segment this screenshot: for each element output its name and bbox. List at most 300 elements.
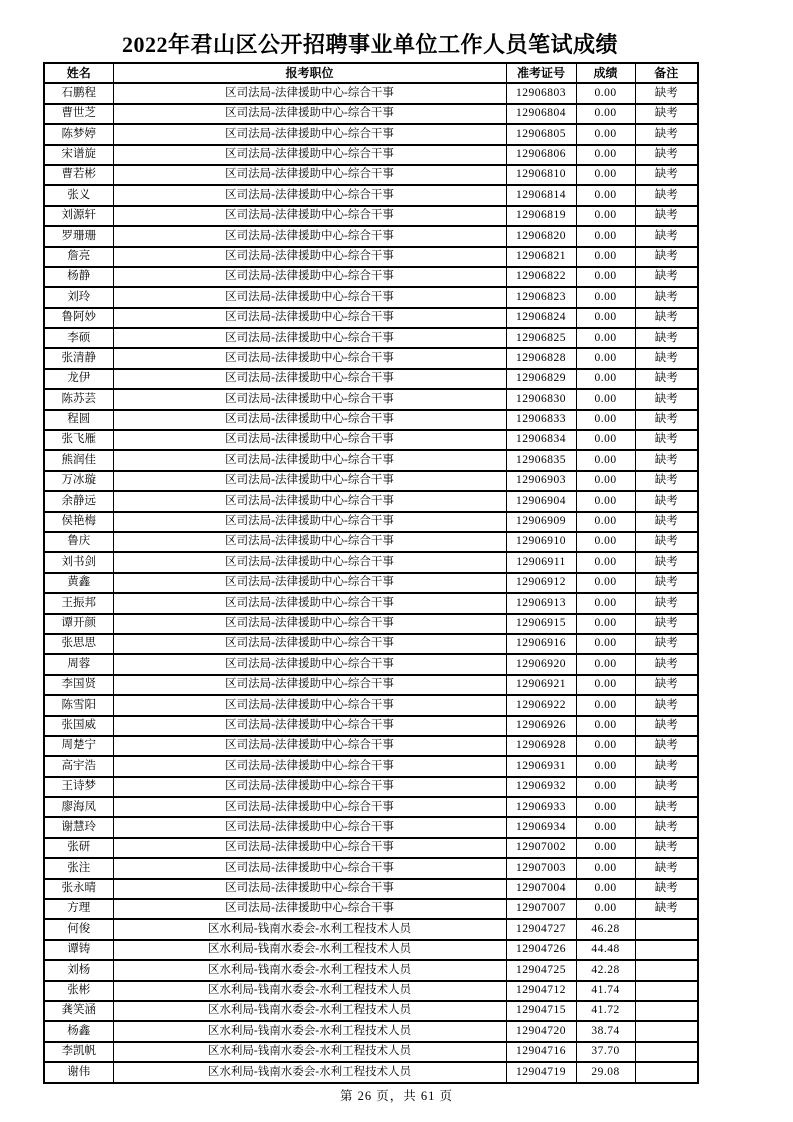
position-cell: 区司法局-法律援助中心-综合干事	[113, 124, 506, 144]
ticket-cell: 12906910	[506, 532, 576, 552]
remark-cell: 缺考	[635, 552, 698, 572]
name-cell: 李硕	[44, 328, 113, 348]
name-cell: 谭开颜	[44, 614, 113, 634]
table-row	[44, 654, 698, 674]
name-cell: 谢慧玲	[44, 817, 113, 837]
score-cell: 0.00	[576, 104, 635, 124]
position-cell: 区司法局-法律援助中心-综合干事	[113, 430, 506, 450]
remark-cell	[635, 1042, 698, 1062]
score-cell: 0.00	[576, 552, 635, 572]
position-cell: 区司法局-法律援助中心-综合干事	[113, 675, 506, 695]
position-cell: 区司法局-法律援助中心-综合干事	[113, 879, 506, 899]
ticket-cell: 12906912	[506, 573, 576, 593]
ticket-cell: 12906835	[506, 450, 576, 470]
remark-cell: 缺考	[635, 817, 698, 837]
remark-cell: 缺考	[635, 491, 698, 511]
name-cell: 谢伟	[44, 1062, 113, 1082]
remark-cell: 缺考	[635, 348, 698, 368]
position-cell: 区司法局-法律援助中心-综合干事	[113, 858, 506, 878]
table-row	[44, 287, 698, 307]
position-cell: 区水利局-钱南水委会-水利工程技术人员	[113, 960, 506, 980]
position-cell: 区司法局-法律援助中心-综合干事	[113, 389, 506, 409]
score-cell: 0.00	[576, 185, 635, 205]
name-cell: 李凯帆	[44, 1042, 113, 1062]
table-row	[44, 491, 698, 511]
table-row	[44, 267, 698, 287]
score-cell: 0.00	[576, 654, 635, 674]
remark-cell: 缺考	[635, 838, 698, 858]
table-row	[44, 226, 698, 246]
name-cell: 余静远	[44, 491, 113, 511]
scores-table	[43, 62, 699, 1084]
ticket-cell: 12906928	[506, 736, 576, 756]
remark-cell: 缺考	[635, 206, 698, 226]
ticket-cell: 12904719	[506, 1062, 576, 1082]
position-cell: 区司法局-法律援助中心-综合干事	[113, 552, 506, 572]
table-row	[44, 430, 698, 450]
ticket-cell: 12906911	[506, 552, 576, 572]
score-cell: 0.00	[576, 614, 635, 634]
position-cell: 区司法局-法律援助中心-综合干事	[113, 369, 506, 389]
table-row	[44, 1042, 698, 1062]
name-cell: 陈雪阳	[44, 695, 113, 715]
col-header-name: 姓名	[44, 63, 113, 83]
ticket-cell: 12906823	[506, 287, 576, 307]
ticket-cell: 12906814	[506, 185, 576, 205]
remark-cell: 缺考	[635, 614, 698, 634]
score-cell: 0.00	[576, 247, 635, 267]
score-cell: 0.00	[576, 593, 635, 613]
position-cell: 区司法局-法律援助中心-综合干事	[113, 410, 506, 430]
remark-cell	[635, 1062, 698, 1082]
score-cell: 0.00	[576, 389, 635, 409]
score-cell: 0.00	[576, 206, 635, 226]
remark-cell: 缺考	[635, 858, 698, 878]
table-row	[44, 410, 698, 430]
ticket-cell: 12906819	[506, 206, 576, 226]
score-cell: 0.00	[576, 532, 635, 552]
position-cell: 区司法局-法律援助中心-综合干事	[113, 512, 506, 532]
score-cell: 0.00	[576, 308, 635, 328]
score-cell: 0.00	[576, 267, 635, 287]
name-cell: 刘书剑	[44, 552, 113, 572]
position-cell: 区司法局-法律援助中心-综合干事	[113, 471, 506, 491]
ticket-cell: 12904727	[506, 919, 576, 939]
table-row	[44, 614, 698, 634]
score-cell: 41.72	[576, 1001, 635, 1021]
table-row	[44, 104, 698, 124]
name-cell: 杨静	[44, 267, 113, 287]
score-cell: 0.00	[576, 573, 635, 593]
name-cell: 龚笑涵	[44, 1001, 113, 1021]
table-row	[44, 532, 698, 552]
name-cell: 石鹏程	[44, 83, 113, 103]
table-row	[44, 512, 698, 532]
score-cell: 46.28	[576, 919, 635, 939]
score-cell: 0.00	[576, 348, 635, 368]
score-cell: 0.00	[576, 512, 635, 532]
name-cell: 张清静	[44, 348, 113, 368]
table-row	[44, 165, 698, 185]
position-cell: 区司法局-法律援助中心-综合干事	[113, 817, 506, 837]
score-cell: 0.00	[576, 124, 635, 144]
ticket-cell: 12904725	[506, 960, 576, 980]
ticket-cell: 12904726	[506, 940, 576, 960]
position-cell: 区司法局-法律援助中心-综合干事	[113, 348, 506, 368]
name-cell: 周楚宁	[44, 736, 113, 756]
table-row	[44, 777, 698, 797]
remark-cell: 缺考	[635, 104, 698, 124]
table-row	[44, 308, 698, 328]
name-cell: 周蓉	[44, 654, 113, 674]
ticket-cell: 12906806	[506, 145, 576, 165]
remark-cell: 缺考	[635, 695, 698, 715]
table-row	[44, 960, 698, 980]
remark-cell: 缺考	[635, 83, 698, 103]
name-cell: 鲁庆	[44, 532, 113, 552]
score-cell: 0.00	[576, 777, 635, 797]
table-row	[44, 593, 698, 613]
ticket-cell: 12906834	[506, 430, 576, 450]
name-cell: 詹亮	[44, 247, 113, 267]
table-row	[44, 369, 698, 389]
position-cell: 区水利局-钱南水委会-水利工程技术人员	[113, 981, 506, 1001]
remark-cell: 缺考	[635, 389, 698, 409]
ticket-cell: 12904712	[506, 981, 576, 1001]
name-cell: 张思思	[44, 634, 113, 654]
remark-cell: 缺考	[635, 716, 698, 736]
ticket-cell: 12906829	[506, 369, 576, 389]
name-cell: 陈梦婷	[44, 124, 113, 144]
ticket-cell: 12907002	[506, 838, 576, 858]
score-cell: 41.74	[576, 981, 635, 1001]
position-cell: 区司法局-法律援助中心-综合干事	[113, 145, 506, 165]
score-cell: 42.28	[576, 960, 635, 980]
position-cell: 区司法局-法律援助中心-综合干事	[113, 287, 506, 307]
position-cell: 区司法局-法律援助中心-综合干事	[113, 491, 506, 511]
ticket-cell: 12907004	[506, 879, 576, 899]
remark-cell: 缺考	[635, 532, 698, 552]
name-cell: 鲁阿妙	[44, 308, 113, 328]
remark-cell: 缺考	[635, 573, 698, 593]
remark-cell: 缺考	[635, 797, 698, 817]
table-row	[44, 817, 698, 837]
score-cell: 0.00	[576, 695, 635, 715]
name-cell: 侯艳梅	[44, 512, 113, 532]
remark-cell	[635, 1021, 698, 1041]
col-header-position: 报考职位	[113, 63, 506, 83]
table-row	[44, 899, 698, 919]
remark-cell: 缺考	[635, 165, 698, 185]
ticket-cell: 12904716	[506, 1042, 576, 1062]
ticket-cell: 12904720	[506, 1021, 576, 1041]
score-cell: 0.00	[576, 410, 635, 430]
remark-cell: 缺考	[635, 756, 698, 776]
page-footer: 第 26 页，共 61 页	[339, 1089, 453, 1103]
table-row	[44, 471, 698, 491]
table-row	[44, 858, 698, 878]
name-cell: 张国威	[44, 716, 113, 736]
ticket-cell: 12906933	[506, 797, 576, 817]
table-row	[44, 573, 698, 593]
position-cell: 区司法局-法律援助中心-综合干事	[113, 104, 506, 124]
remark-cell: 缺考	[635, 185, 698, 205]
table-row	[44, 981, 698, 1001]
name-cell: 陈苏芸	[44, 389, 113, 409]
name-cell: 王振邦	[44, 593, 113, 613]
table-row	[44, 1062, 698, 1082]
ticket-cell: 12906821	[506, 247, 576, 267]
ticket-cell: 12906830	[506, 389, 576, 409]
position-cell: 区司法局-法律援助中心-综合干事	[113, 573, 506, 593]
ticket-cell: 12906931	[506, 756, 576, 776]
position-cell: 区司法局-法律援助中心-综合干事	[113, 226, 506, 246]
position-cell: 区水利局-钱南水委会-水利工程技术人员	[113, 1042, 506, 1062]
remark-cell: 缺考	[635, 736, 698, 756]
ticket-cell: 12906803	[506, 83, 576, 103]
position-cell: 区水利局-钱南水委会-水利工程技术人员	[113, 1021, 506, 1041]
score-cell: 0.00	[576, 165, 635, 185]
remark-cell	[635, 919, 698, 939]
remark-cell: 缺考	[635, 675, 698, 695]
position-cell: 区司法局-法律援助中心-综合干事	[113, 165, 506, 185]
position-cell: 区司法局-法律援助中心-综合干事	[113, 247, 506, 267]
score-cell: 0.00	[576, 328, 635, 348]
ticket-cell: 12906804	[506, 104, 576, 124]
score-cell: 0.00	[576, 858, 635, 878]
table-row	[44, 328, 698, 348]
position-cell: 区司法局-法律援助中心-综合干事	[113, 532, 506, 552]
table-row	[44, 736, 698, 756]
score-cell: 0.00	[576, 450, 635, 470]
table-row	[44, 145, 698, 165]
ticket-cell: 12906934	[506, 817, 576, 837]
table-row	[44, 756, 698, 776]
position-cell: 区司法局-法律援助中心-综合干事	[113, 206, 506, 226]
score-cell: 0.00	[576, 287, 635, 307]
score-cell: 0.00	[576, 756, 635, 776]
remark-cell: 缺考	[635, 634, 698, 654]
position-cell: 区司法局-法律援助中心-综合干事	[113, 756, 506, 776]
ticket-cell: 12906920	[506, 654, 576, 674]
score-cell: 0.00	[576, 675, 635, 695]
ticket-cell: 12906825	[506, 328, 576, 348]
remark-cell	[635, 1001, 698, 1021]
position-cell: 区司法局-法律援助中心-综合干事	[113, 838, 506, 858]
name-cell: 龙伊	[44, 369, 113, 389]
position-cell: 区司法局-法律援助中心-综合干事	[113, 614, 506, 634]
name-cell: 何俊	[44, 919, 113, 939]
remark-cell: 缺考	[635, 124, 698, 144]
remark-cell: 缺考	[635, 287, 698, 307]
table-row	[44, 675, 698, 695]
position-cell: 区水利局-钱南水委会-水利工程技术人员	[113, 940, 506, 960]
table-row	[44, 185, 698, 205]
table-row	[44, 634, 698, 654]
score-cell: 44.48	[576, 940, 635, 960]
name-cell: 黄鑫	[44, 573, 113, 593]
table-row	[44, 1001, 698, 1021]
col-header-ticket-number: 准考证号	[506, 63, 576, 83]
ticket-cell: 12907003	[506, 858, 576, 878]
table-row	[44, 919, 698, 939]
ticket-cell: 12906932	[506, 777, 576, 797]
score-cell: 0.00	[576, 145, 635, 165]
table-row	[44, 552, 698, 572]
name-cell: 程圆	[44, 410, 113, 430]
remark-cell	[635, 940, 698, 960]
score-cell: 0.00	[576, 430, 635, 450]
ticket-cell: 12906805	[506, 124, 576, 144]
position-cell: 区司法局-法律援助中心-综合干事	[113, 450, 506, 470]
score-cell: 0.00	[576, 471, 635, 491]
name-cell: 刘玲	[44, 287, 113, 307]
ticket-cell: 12906922	[506, 695, 576, 715]
table-row	[44, 348, 698, 368]
score-cell: 0.00	[576, 899, 635, 919]
name-cell: 罗珊珊	[44, 226, 113, 246]
remark-cell: 缺考	[635, 899, 698, 919]
name-cell: 曹世芝	[44, 104, 113, 124]
name-cell: 熊润佳	[44, 450, 113, 470]
score-cell: 0.00	[576, 879, 635, 899]
remark-cell: 缺考	[635, 267, 698, 287]
remark-cell	[635, 981, 698, 1001]
position-cell: 区司法局-法律援助中心-综合干事	[113, 736, 506, 756]
ticket-cell: 12906915	[506, 614, 576, 634]
table-row	[44, 450, 698, 470]
score-cell: 0.00	[576, 838, 635, 858]
table-row	[44, 1021, 698, 1041]
remark-cell: 缺考	[635, 777, 698, 797]
score-cell: 0.00	[576, 491, 635, 511]
ticket-cell: 12906909	[506, 512, 576, 532]
name-cell: 张义	[44, 185, 113, 205]
position-cell: 区司法局-法律援助中心-综合干事	[113, 267, 506, 287]
name-cell: 曹若彬	[44, 165, 113, 185]
remark-cell: 缺考	[635, 512, 698, 532]
position-cell: 区司法局-法律援助中心-综合干事	[113, 777, 506, 797]
score-cell: 37.70	[576, 1042, 635, 1062]
name-cell: 廖海凤	[44, 797, 113, 817]
ticket-cell: 12906828	[506, 348, 576, 368]
remark-cell: 缺考	[635, 328, 698, 348]
position-cell: 区司法局-法律援助中心-综合干事	[113, 593, 506, 613]
position-cell: 区司法局-法律援助中心-综合干事	[113, 185, 506, 205]
name-cell: 刘杨	[44, 960, 113, 980]
name-cell: 张研	[44, 838, 113, 858]
ticket-cell: 12907007	[506, 899, 576, 919]
position-cell: 区水利局-钱南水委会-水利工程技术人员	[113, 1001, 506, 1021]
remark-cell: 缺考	[635, 430, 698, 450]
ticket-cell: 12906926	[506, 716, 576, 736]
col-header-score: 成绩	[576, 63, 635, 83]
remark-cell: 缺考	[635, 879, 698, 899]
table-row	[44, 124, 698, 144]
remark-cell: 缺考	[635, 145, 698, 165]
remark-cell: 缺考	[635, 471, 698, 491]
score-cell: 0.00	[576, 369, 635, 389]
remark-cell	[635, 960, 698, 980]
name-cell: 宋谱旋	[44, 145, 113, 165]
table-row	[44, 83, 698, 103]
name-cell: 谭铸	[44, 940, 113, 960]
name-cell: 杨鑫	[44, 1021, 113, 1041]
position-cell: 区司法局-法律援助中心-综合干事	[113, 328, 506, 348]
position-cell: 区司法局-法律援助中心-综合干事	[113, 797, 506, 817]
ticket-cell: 12906820	[506, 226, 576, 246]
table-row	[44, 206, 698, 226]
position-cell: 区司法局-法律援助中心-综合干事	[113, 634, 506, 654]
remark-cell: 缺考	[635, 450, 698, 470]
ticket-cell: 12906822	[506, 267, 576, 287]
ticket-cell: 12906824	[506, 308, 576, 328]
position-cell: 区司法局-法律援助中心-综合干事	[113, 716, 506, 736]
table-row	[44, 879, 698, 899]
score-cell: 0.00	[576, 817, 635, 837]
position-cell: 区水利局-钱南水委会-水利工程技术人员	[113, 919, 506, 939]
position-cell: 区水利局-钱南水委会-水利工程技术人员	[113, 1062, 506, 1082]
remark-cell: 缺考	[635, 410, 698, 430]
name-cell: 李国贤	[44, 675, 113, 695]
score-cell: 0.00	[576, 634, 635, 654]
ticket-cell: 12906921	[506, 675, 576, 695]
table-row	[44, 716, 698, 736]
header-row	[44, 63, 698, 83]
col-header-remark: 备注	[635, 63, 698, 83]
score-cell: 0.00	[576, 736, 635, 756]
ticket-cell: 12906904	[506, 491, 576, 511]
score-cell: 38.74	[576, 1021, 635, 1041]
position-cell: 区司法局-法律援助中心-综合干事	[113, 899, 506, 919]
score-cell: 0.00	[576, 797, 635, 817]
score-cell: 29.08	[576, 1062, 635, 1082]
ticket-cell: 12906833	[506, 410, 576, 430]
name-cell: 刘源轩	[44, 206, 113, 226]
remark-cell: 缺考	[635, 308, 698, 328]
ticket-cell: 12906903	[506, 471, 576, 491]
ticket-cell: 12906913	[506, 593, 576, 613]
table-row	[44, 838, 698, 858]
name-cell: 张飞雁	[44, 430, 113, 450]
ticket-cell: 12904715	[506, 1001, 576, 1021]
table-row	[44, 247, 698, 267]
name-cell: 张彬	[44, 981, 113, 1001]
table-row	[44, 389, 698, 409]
remark-cell: 缺考	[635, 226, 698, 246]
score-cell: 0.00	[576, 716, 635, 736]
position-cell: 区司法局-法律援助中心-综合干事	[113, 83, 506, 103]
position-cell: 区司法局-法律援助中心-综合干事	[113, 308, 506, 328]
name-cell: 张永晴	[44, 879, 113, 899]
position-cell: 区司法局-法律援助中心-综合干事	[113, 654, 506, 674]
remark-cell: 缺考	[635, 654, 698, 674]
table-row	[44, 797, 698, 817]
table-row	[44, 695, 698, 715]
remark-cell: 缺考	[635, 247, 698, 267]
ticket-cell: 12906916	[506, 634, 576, 654]
name-cell: 王诗梦	[44, 777, 113, 797]
page-title: 2022年君山区公开招聘事业单位工作人员笔试成绩	[121, 32, 618, 57]
name-cell: 张注	[44, 858, 113, 878]
table-row	[44, 940, 698, 960]
remark-cell: 缺考	[635, 593, 698, 613]
name-cell: 高宇浩	[44, 756, 113, 776]
name-cell: 万冰璇	[44, 471, 113, 491]
name-cell: 方理	[44, 899, 113, 919]
score-cell: 0.00	[576, 226, 635, 246]
remark-cell: 缺考	[635, 369, 698, 389]
